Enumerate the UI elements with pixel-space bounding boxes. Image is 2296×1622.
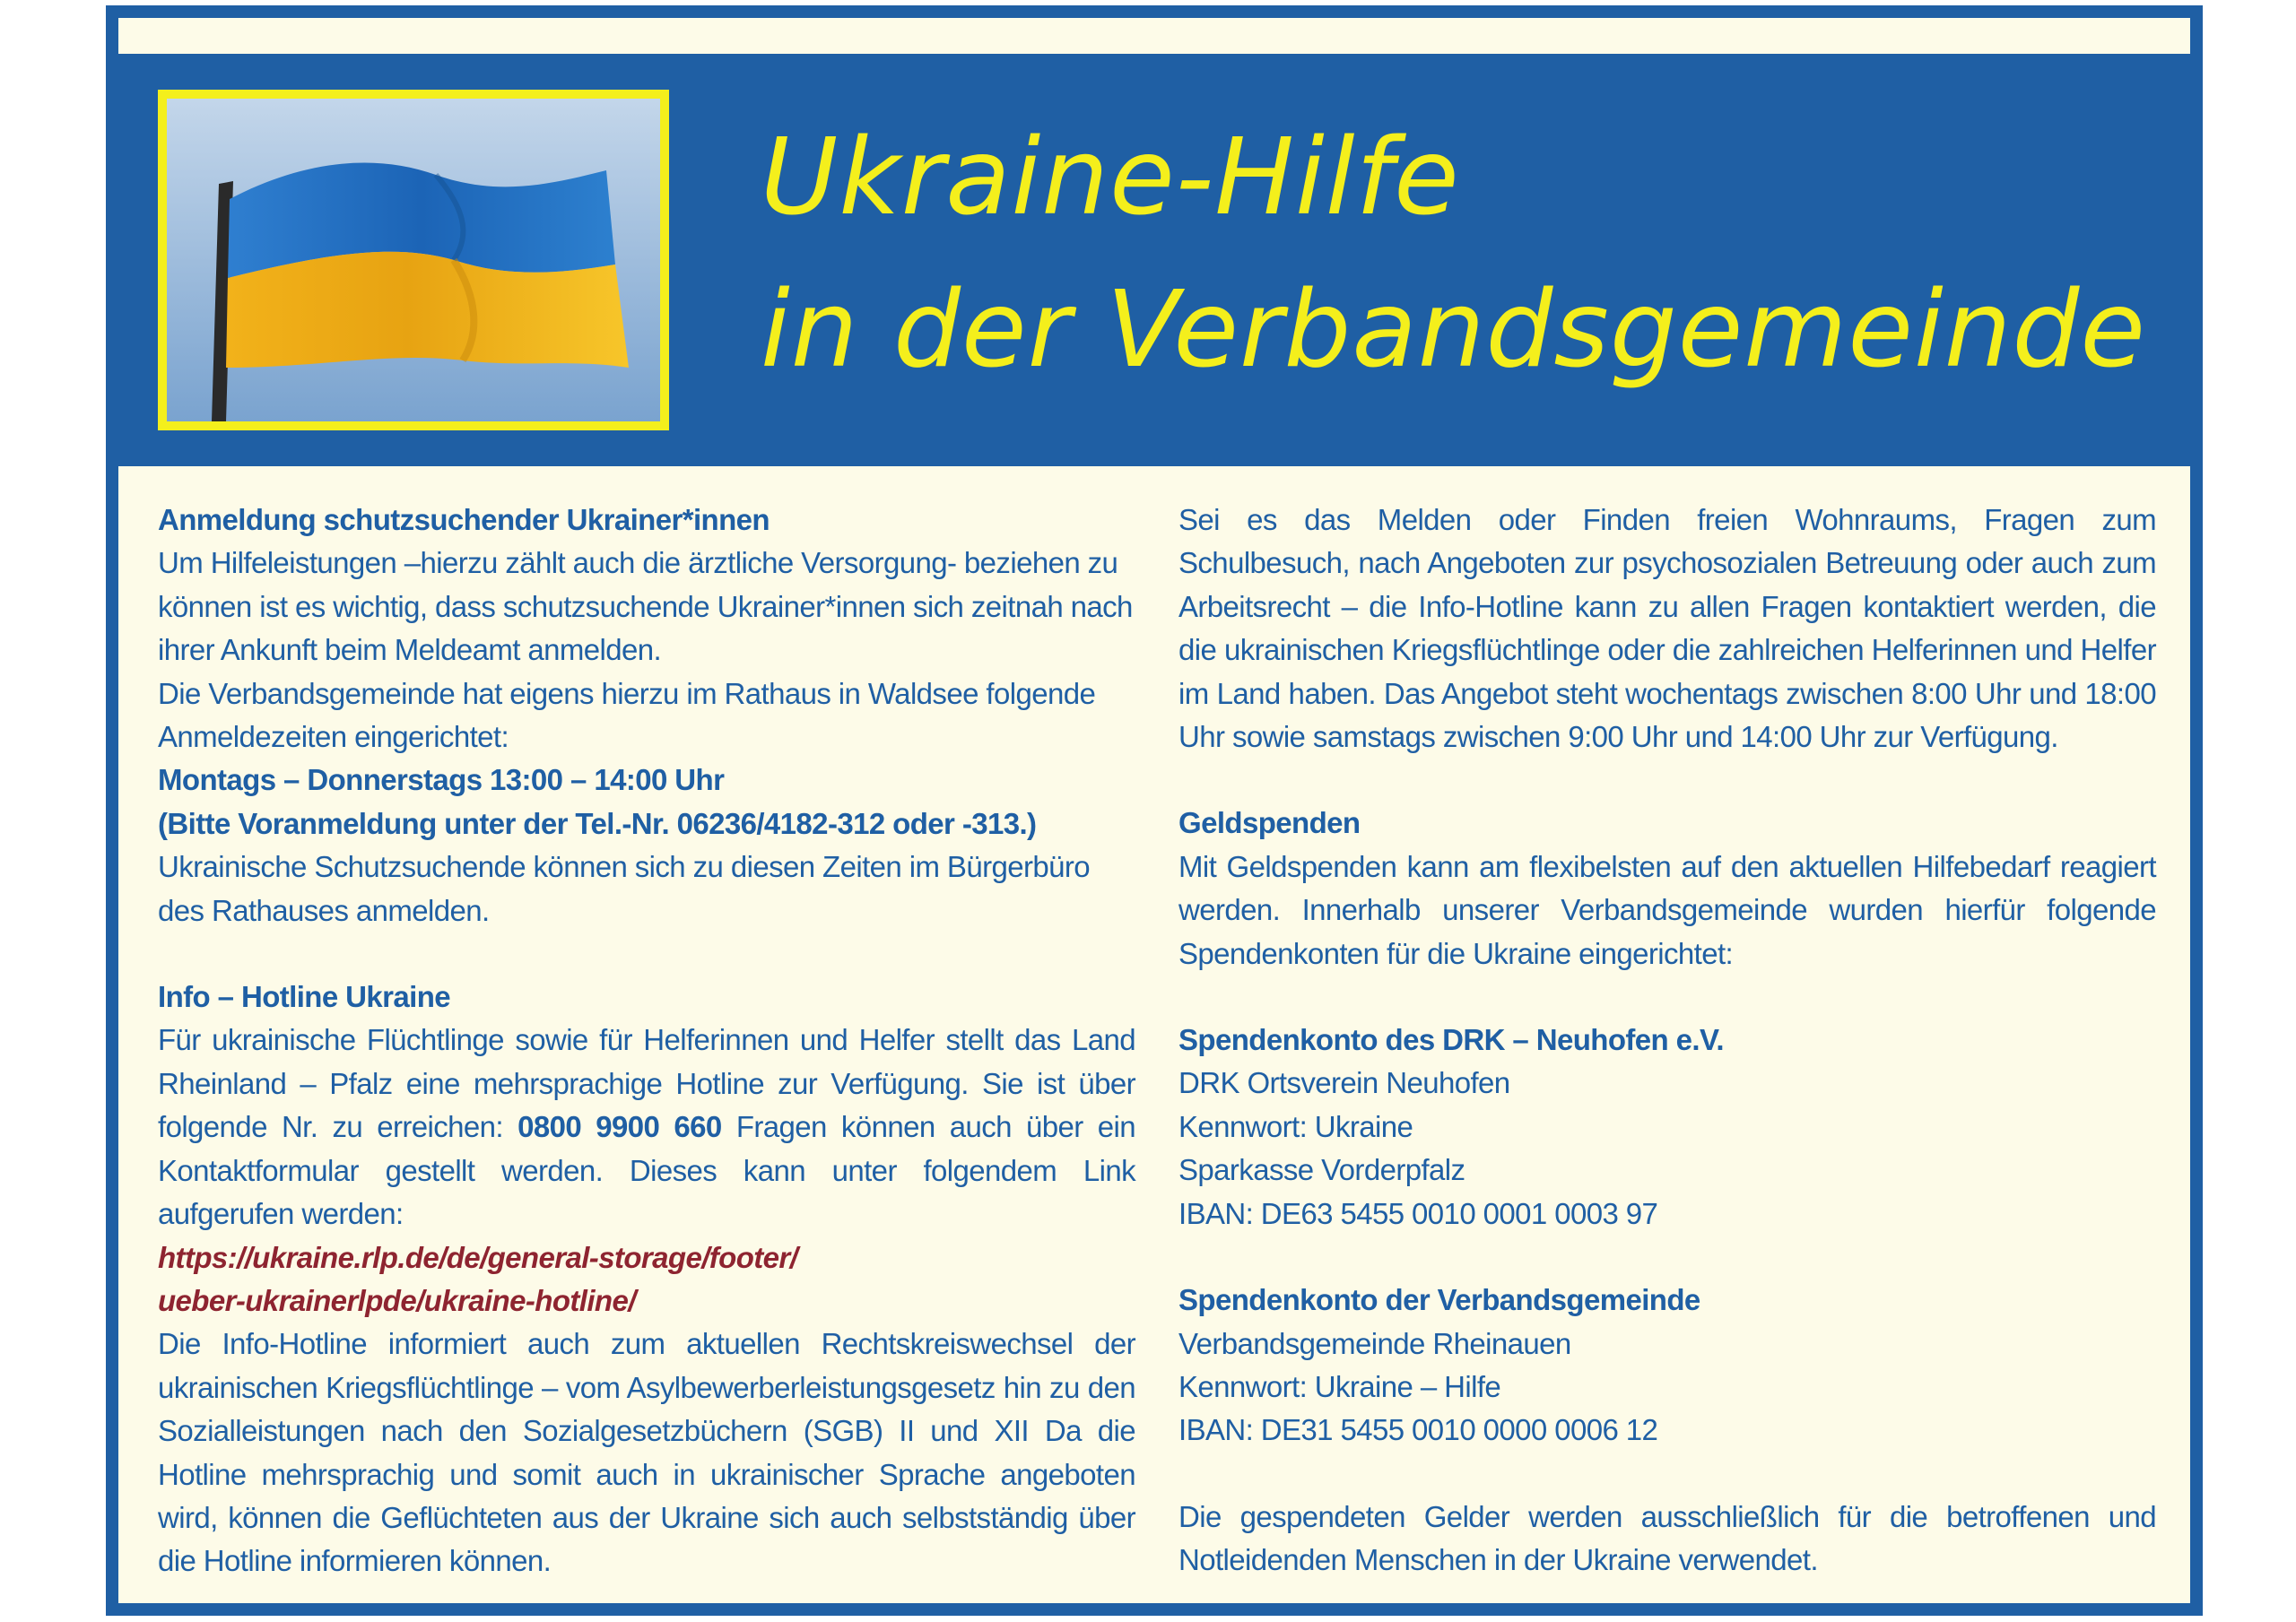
registration-heading: Anmeldung schutzsuchender Ukrainer*innen bbox=[158, 503, 770, 536]
drk-account-heading: Spendenkonto des DRK – Neuhofen e.V. bbox=[1178, 1023, 1724, 1057]
vg-account-iban: IBAN: DE31 5455 0010 0000 0006 12 bbox=[1178, 1413, 1658, 1447]
left-column bbox=[158, 499, 1135, 1583]
hotline-link-line-1[interactable]: https://ukraine.rlp.de/de/general-storage/footer/ bbox=[158, 1240, 798, 1274]
right-column bbox=[1178, 499, 2156, 1583]
ukraine-flag-icon bbox=[167, 99, 660, 421]
hotline-law-text: Die Info-Hotline informiert auch zum aktuellen Rechtskreiswechsel der ukrainischen Kriegsflüchtlinge – vom Asylbewerberleistungsgesetz hin zu den Sozialleistungen nach den Sozialgesetzbüchern (SGB) II und XII Da die Hotline mehrsprachig und somit auch in ukrainischer Sprache angeboten wird, können die Geflüchteten aus der Ukraine sich auch selbstständig über die Hotline informieren können. bbox=[158, 1327, 1135, 1578]
flyer-frame bbox=[106, 5, 2203, 1616]
registration-text-3: Ukrainische Schutzsuchende können sich zu diesen Zeiten im Bürgerbüro des Rathauses anmelden. bbox=[158, 850, 1091, 927]
drk-account-line-3: Sparkasse Vorderpfalz bbox=[1178, 1153, 1465, 1187]
vg-account-line-1: Verbandsgemeinde Rheinauen bbox=[1178, 1326, 1571, 1360]
hotline-link-line-2[interactable]: ueber-ukrainerlpde/ukraine-hotline/ bbox=[158, 1283, 636, 1317]
ukraine-flag-image bbox=[158, 90, 669, 430]
registration-text-2: Die Verbandsgemeinde hat eigens hierzu im Rathaus in Waldsee folgende Anmeldezeiten eingerichtet: bbox=[158, 676, 1096, 754]
drk-account-line-2: Kennwort: Ukraine bbox=[1178, 1109, 1413, 1143]
hotline-text-after: Fragen können auch über ein Kontaktformular gestellt werden. Dieses kann unter folgendem Link aufgerufen werden: bbox=[158, 1110, 1136, 1231]
hotline-text bbox=[158, 1019, 1135, 1236]
title-line-1: Ukraine-Hilfe bbox=[761, 115, 1460, 239]
content-panel bbox=[118, 466, 2190, 1603]
registration-times: Montags – Donnerstags 13:00 – 14:00 Uhr bbox=[158, 763, 725, 797]
hotline-intro-text: Sei es das Melden oder Finden freien Wohnraums, Fragen zum Schulbesuch, nach Angeboten zur psychosozialen Betreuung oder auch zum Arbeitsrecht – die Info-Hotline kann zu allen Fragen kontaktiert werden, die die ukrainischen Kriegsflüchtlinge oder die zahlreichen Helferinnen und Helfer im Land haben. Das Angebot steht wochentags zwischen 8:00 Uhr und 18:00 Uhr sowie samstags zwischen 9:00 Uhr und 14:00 Uhr zur Verfügung. bbox=[1178, 503, 2156, 754]
registration-booking: (Bitte Voranmeldung unter der Tel.-Nr. 06236/4182-312 oder -313.) bbox=[158, 806, 1037, 840]
donations-heading: Geldspenden bbox=[1178, 806, 1361, 840]
drk-account-iban: IBAN: DE63 5455 0010 0001 0003 97 bbox=[1178, 1196, 1658, 1230]
hotline-phone: 0800 9900 660 bbox=[517, 1110, 722, 1144]
closing-text: Die gespendeten Gelder werden ausschließlich für die betroffenen und Notleidenden Menschen in der Ukraine verwendet. bbox=[1178, 1499, 2156, 1577]
vg-account-heading: Spendenkonto der Verbandsgemeinde bbox=[1178, 1283, 1700, 1317]
registration-text-1: Um Hilfeleistungen –hierzu zählt auch die ärztliche Versorgung- beziehen zu können ist es wichtig, dass schutzsuchende Ukrainer*innen sich zeitnah nach ihrer Ankunft beim Meldeamt anmelden. bbox=[158, 546, 1133, 667]
hotline-heading: Info – Hotline Ukraine bbox=[158, 980, 451, 1014]
donations-text: Mit Geldspenden kann am flexibelsten auf den aktuellen Hilfebedarf reagiert werden. Innerhalb unserer Verbandsgemeinde wurden hierfür folgende Spendenkonten für die Ukraine eingerichtet: bbox=[1178, 849, 2156, 970]
title-line-2: in der Verbandsgemeinde bbox=[761, 267, 2147, 391]
header-banner bbox=[106, 54, 2203, 466]
hotline-text-before: Für ukrainische Flüchtlinge sowie für Helferinnen und Helfer stellt das Land Rheinland – Pfalz eine mehrsprachige Hotline zur Verfügung. Sie ist über folgende Nr. zu erreichen: bbox=[158, 1023, 1135, 1144]
top-strip bbox=[118, 18, 2190, 54]
vg-account-line-2: Kennwort: Ukraine – Hilfe bbox=[1178, 1369, 1501, 1403]
drk-account-line-1: DRK Ortsverein Neuhofen bbox=[1178, 1066, 1510, 1100]
